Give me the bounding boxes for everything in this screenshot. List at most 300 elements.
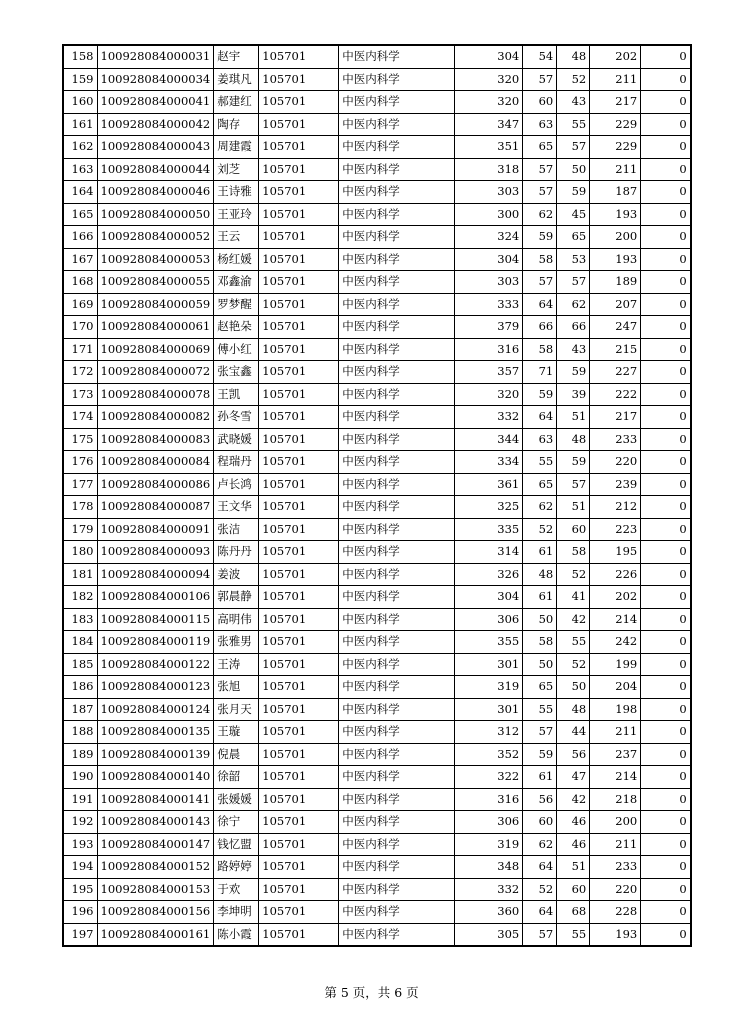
professional-score-cell: 211 xyxy=(590,68,641,91)
politics-score-cell: 57 xyxy=(523,271,557,294)
professional-score-cell: 214 xyxy=(590,766,641,789)
politics-score-cell: 64 xyxy=(523,856,557,879)
exam-id-cell: 100928084000147 xyxy=(97,833,214,856)
politics-score-cell: 52 xyxy=(523,518,557,541)
exam-id-cell: 100928084000052 xyxy=(97,226,214,249)
professional-score-cell: 228 xyxy=(590,901,641,924)
extra-score-cell: 0 xyxy=(641,406,691,429)
english-score-cell: 57 xyxy=(557,136,590,159)
extra-score-cell: 0 xyxy=(641,856,691,879)
name-cell: 武晓媛 xyxy=(214,428,259,451)
name-cell: 王云 xyxy=(214,226,259,249)
english-score-cell: 52 xyxy=(557,653,590,676)
politics-score-cell: 57 xyxy=(523,68,557,91)
extra-score-cell: 0 xyxy=(641,158,691,181)
exam-id-cell: 100928084000046 xyxy=(97,181,214,204)
exam-id-cell: 100928084000093 xyxy=(97,541,214,564)
extra-score-cell: 0 xyxy=(641,496,691,519)
english-score-cell: 65 xyxy=(557,226,590,249)
english-score-cell: 39 xyxy=(557,383,590,406)
table-row xyxy=(63,451,691,474)
exam-id-cell: 100928084000119 xyxy=(97,631,214,654)
exam-id-cell: 100928084000139 xyxy=(97,743,214,766)
table-row xyxy=(63,653,691,676)
name-cell: 徐韶 xyxy=(214,766,259,789)
major-code-cell: 105701 xyxy=(259,338,339,361)
professional-score-cell: 198 xyxy=(590,698,641,721)
row-index-cell: 164 xyxy=(63,181,97,204)
table-row xyxy=(63,923,691,946)
name-cell: 张旭 xyxy=(214,676,259,699)
professional-score-cell: 229 xyxy=(590,113,641,136)
name-cell: 赵艳朵 xyxy=(214,316,259,339)
major-code-cell: 105701 xyxy=(259,721,339,744)
exam-id-cell: 100928084000069 xyxy=(97,338,214,361)
politics-score-cell: 57 xyxy=(523,923,557,946)
professional-score-cell: 195 xyxy=(590,541,641,564)
english-score-cell: 53 xyxy=(557,248,590,271)
politics-score-cell: 50 xyxy=(523,653,557,676)
extra-score-cell: 0 xyxy=(641,203,691,226)
exam-id-cell: 100928084000041 xyxy=(97,91,214,114)
english-score-cell: 57 xyxy=(557,473,590,496)
row-index-cell: 165 xyxy=(63,203,97,226)
major-name-cell: 中医内科学 xyxy=(339,68,455,91)
table-row xyxy=(63,226,691,249)
row-index-cell: 196 xyxy=(63,901,97,924)
table-row xyxy=(63,293,691,316)
english-score-cell: 42 xyxy=(557,788,590,811)
row-index-cell: 159 xyxy=(63,68,97,91)
professional-score-cell: 220 xyxy=(590,451,641,474)
english-score-cell: 55 xyxy=(557,113,590,136)
row-index-cell: 193 xyxy=(63,833,97,856)
extra-score-cell: 0 xyxy=(641,451,691,474)
politics-score-cell: 57 xyxy=(523,721,557,744)
english-score-cell: 59 xyxy=(557,451,590,474)
politics-score-cell: 52 xyxy=(523,878,557,901)
major-code-cell: 105701 xyxy=(259,91,339,114)
major-name-cell: 中医内科学 xyxy=(339,383,455,406)
exam-id-cell: 100928084000042 xyxy=(97,113,214,136)
politics-score-cell: 58 xyxy=(523,248,557,271)
name-cell: 姜琪凡 xyxy=(214,68,259,91)
exam-id-cell: 100928084000124 xyxy=(97,698,214,721)
professional-score-cell: 233 xyxy=(590,428,641,451)
total-score-cell: 306 xyxy=(455,608,523,631)
major-name-cell: 中医内科学 xyxy=(339,136,455,159)
table-row xyxy=(63,338,691,361)
table-row xyxy=(63,136,691,159)
politics-score-cell: 61 xyxy=(523,586,557,609)
major-code-cell: 105701 xyxy=(259,676,339,699)
extra-score-cell: 0 xyxy=(641,721,691,744)
name-cell: 钱忆盟 xyxy=(214,833,259,856)
exam-id-cell: 100928084000153 xyxy=(97,878,214,901)
row-index-cell: 160 xyxy=(63,91,97,114)
major-name-cell: 中医内科学 xyxy=(339,766,455,789)
english-score-cell: 66 xyxy=(557,316,590,339)
professional-score-cell: 200 xyxy=(590,226,641,249)
extra-score-cell: 0 xyxy=(641,271,691,294)
professional-score-cell: 233 xyxy=(590,856,641,879)
major-code-cell: 105701 xyxy=(259,496,339,519)
english-score-cell: 48 xyxy=(557,45,590,68)
english-score-cell: 41 xyxy=(557,586,590,609)
major-name-cell: 中医内科学 xyxy=(339,473,455,496)
extra-score-cell: 0 xyxy=(641,676,691,699)
extra-score-cell: 0 xyxy=(641,901,691,924)
row-index-cell: 176 xyxy=(63,451,97,474)
exam-id-cell: 100928084000091 xyxy=(97,518,214,541)
row-index-cell: 197 xyxy=(63,923,97,946)
row-index-cell: 158 xyxy=(63,45,97,68)
major-name-cell: 中医内科学 xyxy=(339,676,455,699)
row-index-cell: 171 xyxy=(63,338,97,361)
total-score-cell: 322 xyxy=(455,766,523,789)
exam-id-cell: 100928084000043 xyxy=(97,136,214,159)
exam-id-cell: 100928084000034 xyxy=(97,68,214,91)
politics-score-cell: 48 xyxy=(523,563,557,586)
major-code-cell: 105701 xyxy=(259,406,339,429)
politics-score-cell: 57 xyxy=(523,181,557,204)
exam-id-cell: 100928084000031 xyxy=(97,45,214,68)
politics-score-cell: 55 xyxy=(523,698,557,721)
table-row xyxy=(63,631,691,654)
extra-score-cell: 0 xyxy=(641,428,691,451)
row-index-cell: 174 xyxy=(63,406,97,429)
page-footer: 第 5 页，共 6 页 xyxy=(324,985,419,1000)
professional-score-cell: 204 xyxy=(590,676,641,699)
exam-id-cell: 100928084000053 xyxy=(97,248,214,271)
total-score-cell: 334 xyxy=(455,451,523,474)
table-row xyxy=(63,68,691,91)
major-code-cell: 105701 xyxy=(259,226,339,249)
major-name-cell: 中医内科学 xyxy=(339,45,455,68)
major-code-cell: 105701 xyxy=(259,901,339,924)
professional-score-cell: 207 xyxy=(590,293,641,316)
total-score-cell: 306 xyxy=(455,811,523,834)
extra-score-cell: 0 xyxy=(641,833,691,856)
major-code-cell: 105701 xyxy=(259,653,339,676)
total-score-cell: 320 xyxy=(455,383,523,406)
major-code-cell: 105701 xyxy=(259,923,339,946)
major-code-cell: 105701 xyxy=(259,788,339,811)
row-index-cell: 183 xyxy=(63,608,97,631)
major-code-cell: 105701 xyxy=(259,428,339,451)
major-name-cell: 中医内科学 xyxy=(339,586,455,609)
total-score-cell: 318 xyxy=(455,158,523,181)
name-cell: 张洁 xyxy=(214,518,259,541)
row-index-cell: 186 xyxy=(63,676,97,699)
exam-id-cell: 100928084000087 xyxy=(97,496,214,519)
extra-score-cell: 0 xyxy=(641,473,691,496)
professional-score-cell: 226 xyxy=(590,563,641,586)
major-code-cell: 105701 xyxy=(259,473,339,496)
table-row xyxy=(63,901,691,924)
major-name-cell: 中医内科学 xyxy=(339,91,455,114)
row-index-cell: 190 xyxy=(63,766,97,789)
row-index-cell: 187 xyxy=(63,698,97,721)
politics-score-cell: 61 xyxy=(523,766,557,789)
major-code-cell: 105701 xyxy=(259,158,339,181)
name-cell: 周建霞 xyxy=(214,136,259,159)
english-score-cell: 59 xyxy=(557,181,590,204)
name-cell: 张月天 xyxy=(214,698,259,721)
major-code-cell: 105701 xyxy=(259,743,339,766)
english-score-cell: 48 xyxy=(557,698,590,721)
professional-score-cell: 222 xyxy=(590,383,641,406)
total-score-cell: 304 xyxy=(455,586,523,609)
table-row xyxy=(63,181,691,204)
table-row xyxy=(63,676,691,699)
extra-score-cell: 0 xyxy=(641,878,691,901)
politics-score-cell: 58 xyxy=(523,631,557,654)
english-score-cell: 50 xyxy=(557,676,590,699)
extra-score-cell: 0 xyxy=(641,181,691,204)
politics-score-cell: 57 xyxy=(523,158,557,181)
row-index-cell: 191 xyxy=(63,788,97,811)
total-score-cell: 320 xyxy=(455,68,523,91)
exam-id-cell: 100928084000141 xyxy=(97,788,214,811)
major-code-cell: 105701 xyxy=(259,878,339,901)
major-name-cell: 中医内科学 xyxy=(339,631,455,654)
professional-score-cell: 237 xyxy=(590,743,641,766)
exam-id-cell: 100928084000086 xyxy=(97,473,214,496)
exam-id-cell: 100928084000061 xyxy=(97,316,214,339)
name-cell: 张宝鑫 xyxy=(214,361,259,384)
extra-score-cell: 0 xyxy=(641,136,691,159)
professional-score-cell: 218 xyxy=(590,788,641,811)
english-score-cell: 43 xyxy=(557,91,590,114)
english-score-cell: 42 xyxy=(557,608,590,631)
professional-score-cell: 217 xyxy=(590,91,641,114)
major-name-cell: 中医内科学 xyxy=(339,721,455,744)
major-name-cell: 中医内科学 xyxy=(339,271,455,294)
extra-score-cell: 0 xyxy=(641,248,691,271)
extra-score-cell: 0 xyxy=(641,586,691,609)
major-name-cell: 中医内科学 xyxy=(339,451,455,474)
exam-id-cell: 100928084000082 xyxy=(97,406,214,429)
total-score-cell: 304 xyxy=(455,45,523,68)
name-cell: 张雅男 xyxy=(214,631,259,654)
row-index-cell: 167 xyxy=(63,248,97,271)
exam-id-cell: 100928084000083 xyxy=(97,428,214,451)
english-score-cell: 50 xyxy=(557,158,590,181)
major-name-cell: 中医内科学 xyxy=(339,878,455,901)
name-cell: 倪晨 xyxy=(214,743,259,766)
exam-id-cell: 100928084000072 xyxy=(97,361,214,384)
major-name-cell: 中医内科学 xyxy=(339,541,455,564)
major-name-cell: 中医内科学 xyxy=(339,653,455,676)
major-name-cell: 中医内科学 xyxy=(339,811,455,834)
total-score-cell: 304 xyxy=(455,248,523,271)
politics-score-cell: 61 xyxy=(523,541,557,564)
exam-id-cell: 100928084000078 xyxy=(97,383,214,406)
table-row xyxy=(63,563,691,586)
professional-score-cell: 193 xyxy=(590,248,641,271)
table-row xyxy=(63,518,691,541)
politics-score-cell: 65 xyxy=(523,676,557,699)
total-score-cell: 357 xyxy=(455,361,523,384)
extra-score-cell: 0 xyxy=(641,541,691,564)
major-name-cell: 中医内科学 xyxy=(339,923,455,946)
table-row xyxy=(63,878,691,901)
row-index-cell: 179 xyxy=(63,518,97,541)
exam-id-cell: 100928084000143 xyxy=(97,811,214,834)
professional-score-cell: 202 xyxy=(590,45,641,68)
name-cell: 李坤明 xyxy=(214,901,259,924)
name-cell: 路婷婷 xyxy=(214,856,259,879)
total-score-cell: 344 xyxy=(455,428,523,451)
row-index-cell: 166 xyxy=(63,226,97,249)
professional-score-cell: 199 xyxy=(590,653,641,676)
major-code-cell: 105701 xyxy=(259,361,339,384)
row-index-cell: 185 xyxy=(63,653,97,676)
total-score-cell: 314 xyxy=(455,541,523,564)
major-name-cell: 中医内科学 xyxy=(339,248,455,271)
major-name-cell: 中医内科学 xyxy=(339,518,455,541)
row-index-cell: 175 xyxy=(63,428,97,451)
english-score-cell: 68 xyxy=(557,901,590,924)
exam-id-cell: 100928084000044 xyxy=(97,158,214,181)
professional-score-cell: 220 xyxy=(590,878,641,901)
politics-score-cell: 64 xyxy=(523,901,557,924)
table-row xyxy=(63,833,691,856)
table-row xyxy=(63,361,691,384)
total-score-cell: 301 xyxy=(455,698,523,721)
politics-score-cell: 59 xyxy=(523,743,557,766)
exam-id-cell: 100928084000094 xyxy=(97,563,214,586)
english-score-cell: 60 xyxy=(557,878,590,901)
major-code-cell: 105701 xyxy=(259,811,339,834)
major-name-cell: 中医内科学 xyxy=(339,406,455,429)
table-row xyxy=(63,856,691,879)
table-row xyxy=(63,428,691,451)
table-row xyxy=(63,158,691,181)
professional-score-cell: 187 xyxy=(590,181,641,204)
exam-id-cell: 100928084000055 xyxy=(97,271,214,294)
major-code-cell: 105701 xyxy=(259,203,339,226)
row-index-cell: 188 xyxy=(63,721,97,744)
name-cell: 徐宁 xyxy=(214,811,259,834)
major-code-cell: 105701 xyxy=(259,113,339,136)
major-name-cell: 中医内科学 xyxy=(339,833,455,856)
major-code-cell: 105701 xyxy=(259,383,339,406)
major-code-cell: 105701 xyxy=(259,518,339,541)
name-cell: 王亚玲 xyxy=(214,203,259,226)
exam-id-cell: 100928084000115 xyxy=(97,608,214,631)
total-score-cell: 301 xyxy=(455,653,523,676)
row-index-cell: 192 xyxy=(63,811,97,834)
row-index-cell: 173 xyxy=(63,383,97,406)
extra-score-cell: 0 xyxy=(641,743,691,766)
extra-score-cell: 0 xyxy=(641,91,691,114)
table-row xyxy=(63,698,691,721)
row-index-cell: 194 xyxy=(63,856,97,879)
major-code-cell: 105701 xyxy=(259,451,339,474)
politics-score-cell: 60 xyxy=(523,811,557,834)
extra-score-cell: 0 xyxy=(641,923,691,946)
english-score-cell: 60 xyxy=(557,518,590,541)
name-cell: 程瑞丹 xyxy=(214,451,259,474)
total-score-cell: 347 xyxy=(455,113,523,136)
row-index-cell: 162 xyxy=(63,136,97,159)
english-score-cell: 62 xyxy=(557,293,590,316)
extra-score-cell: 0 xyxy=(641,113,691,136)
table-row xyxy=(63,203,691,226)
major-code-cell: 105701 xyxy=(259,631,339,654)
total-score-cell: 319 xyxy=(455,676,523,699)
total-score-cell: 379 xyxy=(455,316,523,339)
extra-score-cell: 0 xyxy=(641,608,691,631)
professional-score-cell: 217 xyxy=(590,406,641,429)
politics-score-cell: 56 xyxy=(523,788,557,811)
name-cell: 王凯 xyxy=(214,383,259,406)
table-body xyxy=(63,45,691,946)
table-row xyxy=(63,766,691,789)
name-cell: 张媛媛 xyxy=(214,788,259,811)
name-cell: 姜波 xyxy=(214,563,259,586)
professional-score-cell: 189 xyxy=(590,271,641,294)
exam-id-cell: 100928084000084 xyxy=(97,451,214,474)
major-code-cell: 105701 xyxy=(259,293,339,316)
table-row xyxy=(63,113,691,136)
name-cell: 郝建红 xyxy=(214,91,259,114)
english-score-cell: 52 xyxy=(557,563,590,586)
english-score-cell: 58 xyxy=(557,541,590,564)
row-index-cell: 189 xyxy=(63,743,97,766)
politics-score-cell: 65 xyxy=(523,473,557,496)
politics-score-cell: 59 xyxy=(523,226,557,249)
politics-score-cell: 58 xyxy=(523,338,557,361)
total-score-cell: 316 xyxy=(455,788,523,811)
total-score-cell: 332 xyxy=(455,406,523,429)
exam-id-cell: 100928084000140 xyxy=(97,766,214,789)
total-score-cell: 335 xyxy=(455,518,523,541)
exam-id-cell: 100928084000152 xyxy=(97,856,214,879)
major-code-cell: 105701 xyxy=(259,541,339,564)
table-row xyxy=(63,316,691,339)
politics-score-cell: 62 xyxy=(523,203,557,226)
professional-score-cell: 211 xyxy=(590,833,641,856)
table-row xyxy=(63,586,691,609)
major-code-cell: 105701 xyxy=(259,608,339,631)
exam-id-cell: 100928084000161 xyxy=(97,923,214,946)
major-name-cell: 中医内科学 xyxy=(339,361,455,384)
name-cell: 高明伟 xyxy=(214,608,259,631)
major-name-cell: 中医内科学 xyxy=(339,338,455,361)
row-index-cell: 177 xyxy=(63,473,97,496)
exam-id-cell: 100928084000156 xyxy=(97,901,214,924)
table-row xyxy=(63,383,691,406)
major-code-cell: 105701 xyxy=(259,45,339,68)
row-index-cell: 161 xyxy=(63,113,97,136)
total-score-cell: 312 xyxy=(455,721,523,744)
row-index-cell: 181 xyxy=(63,563,97,586)
professional-score-cell: 242 xyxy=(590,631,641,654)
total-score-cell: 305 xyxy=(455,923,523,946)
politics-score-cell: 66 xyxy=(523,316,557,339)
row-index-cell: 168 xyxy=(63,271,97,294)
total-score-cell: 326 xyxy=(455,563,523,586)
exam-id-cell: 100928084000135 xyxy=(97,721,214,744)
professional-score-cell: 193 xyxy=(590,203,641,226)
row-index-cell: 195 xyxy=(63,878,97,901)
name-cell: 傅小红 xyxy=(214,338,259,361)
major-code-cell: 105701 xyxy=(259,248,339,271)
total-score-cell: 320 xyxy=(455,91,523,114)
